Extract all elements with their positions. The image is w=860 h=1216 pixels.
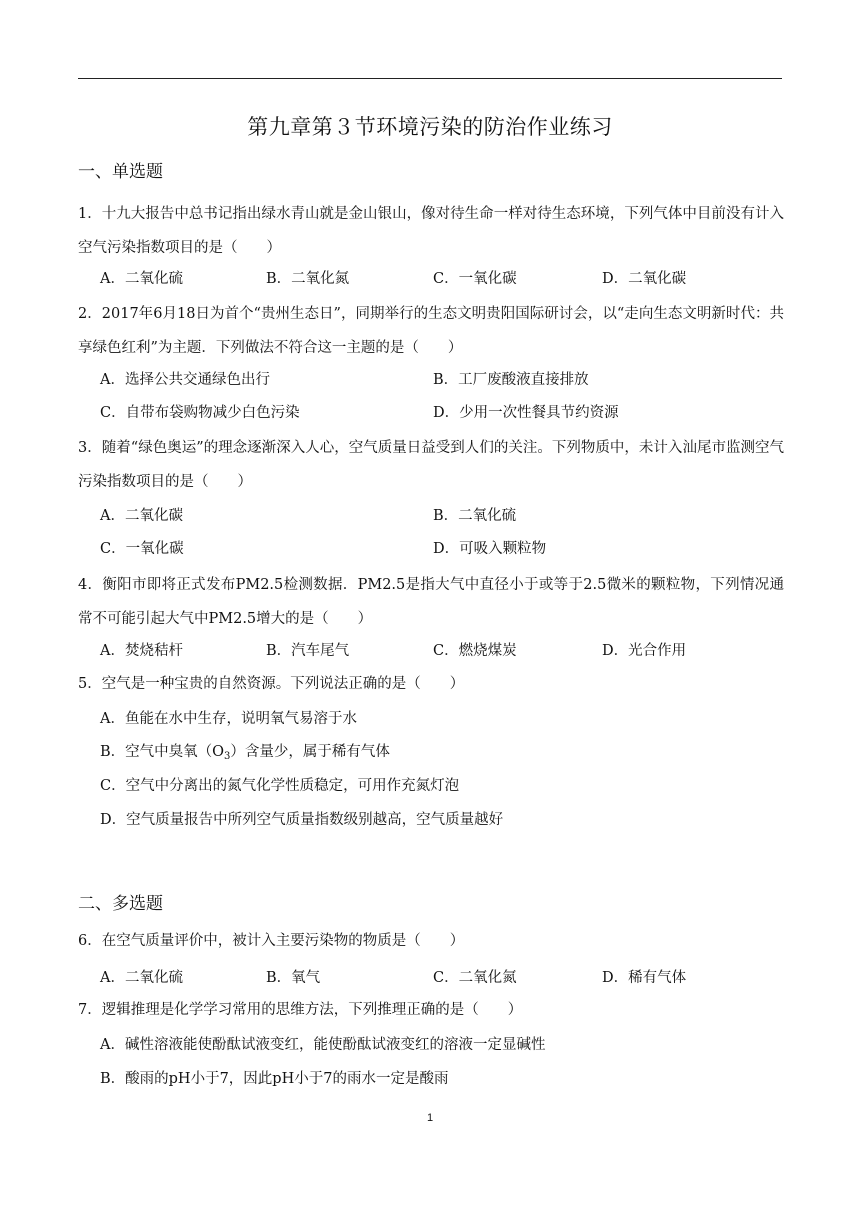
option-b-rest: ）含量少，属于稀有气体 — [230, 744, 390, 760]
options-q3-row1 — [100, 503, 784, 529]
question-text: 衡阳市即将正式发布PM2.5检测数据．PM2.5是指大气中直径小于或等于2.5微米的颗粒物，下列情况通常不可能引起大气中PM2.5增大的是（ ） — [78, 577, 784, 627]
question-text: 空气是一种宝贵的自然资源。下列说法正确的是（ ） — [101, 676, 465, 692]
header-rule — [78, 78, 782, 79]
question-text: 十九大报告中总书记指出绿水青山就是金山银山，像对待生命一样对待生态环境，下列气体中目前没有计入空气污染指数项目的是（ ） — [78, 206, 784, 256]
option-a[interactable]: A．鱼能在水中生存，说明氧气易溶于水 — [100, 711, 357, 727]
option-d[interactable]: D．光合作用 — [602, 643, 687, 659]
options-q2-row1 — [100, 367, 784, 393]
option-a[interactable]: A．二氧化硫 — [100, 970, 183, 986]
option-d[interactable]: D．稀有气体 — [602, 970, 687, 986]
question-5 — [78, 668, 784, 702]
options-q1 — [100, 266, 784, 292]
option-d[interactable]: D．二氧化碳 — [602, 271, 687, 287]
page-title: 第九章第３节环境污染的防治作业练习 — [247, 115, 613, 139]
option-c[interactable]: C．自带布袋购物减少白色污染 — [100, 405, 300, 421]
question-number: 5． — [78, 676, 102, 692]
option-a[interactable]: A．焚烧秸杆 — [100, 643, 183, 659]
options-q6 — [100, 965, 784, 991]
option-c[interactable]: C．二氧化氮 — [433, 970, 517, 986]
option-c[interactable]: C．一氧化碳 — [100, 541, 184, 557]
question-number: 4． — [78, 577, 103, 593]
option-b[interactable]: B．汽车尾气 — [266, 643, 350, 659]
question-number: 3． — [78, 440, 102, 456]
option-b-text: B．空气中臭氧（O — [100, 744, 225, 760]
option-b[interactable]: B．二氧化氮 — [266, 271, 350, 287]
options-q3-row2 — [100, 536, 784, 562]
page-number: 1 — [426, 1112, 434, 1124]
question-number: 7． — [78, 1002, 102, 1018]
question-number: 1． — [78, 206, 102, 222]
subscript: 3 — [224, 751, 231, 762]
question-2 — [78, 298, 784, 365]
option-c[interactable]: C．燃烧煤炭 — [433, 643, 517, 659]
option-d[interactable]: D．空气质量报告中所列空气质量指数级别越高，空气质量越好 — [100, 812, 504, 828]
question-1 — [78, 198, 784, 265]
option-b[interactable]: B．工厂废酸液直接排放 — [433, 372, 589, 388]
question-text: 逻辑推理是化学学习常用的思维方法，下列推理正确的是（ ） — [101, 1002, 523, 1018]
options-q4 — [100, 638, 784, 664]
options-q2-row2 — [100, 400, 784, 426]
option-a[interactable]: A．二氧化硫 — [100, 271, 183, 287]
question-6 — [78, 925, 784, 959]
option-b[interactable] — [100, 739, 784, 770]
option-c[interactable]: C．空气中分离出的氮气化学性质稳定，可用作充氮灯泡 — [100, 778, 460, 794]
section-heading-single: 一、单选题 — [78, 162, 163, 182]
section-heading-multi: 二、多选题 — [78, 894, 163, 914]
option-a[interactable]: A．二氧化碳 — [100, 508, 183, 524]
question-7 — [78, 994, 784, 1028]
question-number: 2． — [78, 306, 102, 322]
option-b[interactable]: B．氧气 — [266, 970, 321, 986]
question-4 — [78, 569, 784, 636]
question-text: 随着“绿色奥运”的理念逐渐深入人心，空气质量日益受到人们的关注。下列物质中，未计入汕尾市监测空气污染指数项目的是（ ） — [78, 440, 784, 490]
option-a[interactable]: A．选择公共交通绿色出行 — [100, 372, 270, 388]
question-text: 在空气质量评价中，被计入主要污染物的物质是（ ） — [101, 933, 465, 949]
option-c[interactable]: C．一氧化碳 — [433, 271, 517, 287]
question-3 — [78, 432, 784, 499]
question-number: 6． — [78, 933, 102, 949]
option-a[interactable]: A．碱性溶液能使酚酞试液变红，能使酚酞试液变红的溶液一定显碱性 — [100, 1037, 546, 1053]
question-text: 2017年6月18日为首个“贵州生态日”，同期举行的生态文明贵阳国际研讨会，以“走向生态文明新时代：共享绿色红利”为主题．下列做法不符合这一主题的是（ ） — [78, 306, 784, 356]
option-b[interactable]: B．酸雨的pH小于7，因此pH小于7的雨水一定是酸雨 — [100, 1071, 449, 1087]
option-d[interactable]: D．少用一次性餐具节约资源 — [433, 405, 619, 421]
option-b[interactable]: B．二氧化硫 — [433, 508, 517, 524]
option-d[interactable]: D．可吸入颗粒物 — [433, 541, 547, 557]
